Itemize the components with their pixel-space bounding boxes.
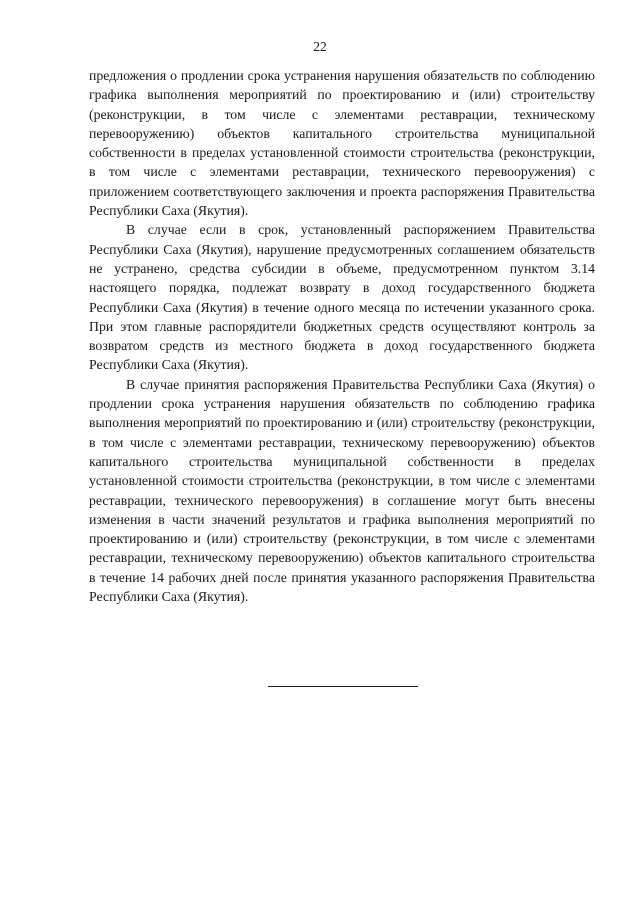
end-of-text-divider — [268, 686, 418, 687]
paragraph-continued: предложения о продлении срока устранения нарушения обязательств по соблюдению графика выполнения мероприятий по проектированию и (или) строительству (реконструкции, в том числе с элементами реставрации, техническому перевооружению) объектов капитального строительства муниципальной собственности в пределах установленной стоимости строительства (реконструкции, в том числе с элементами реставрации, технического перевооружения) с приложением соответствующего заключения и проекта распоряжения Правительства Республики Саха (Якутия). — [89, 68, 595, 219]
paragraph-agreement-amendment: В случае принятия распоряжения Правительства Республики Саха (Якутия) о продлении срока устранения нарушения обязательств по соблюдению графика выполнения мероприятий по проектированию и (или) строительству (реконструкции, в том числе с элементами реставрации, техническому перевооружению) объектов капитального строительства муниципальной собственности в пределах установленной стоимости строительства (реконструкции, в том числе с элементами реставрации, технического перевооружения) в соглашение могут быть внесены изменения в части значений результатов и графика выполнения мероприятий по проектированию и (или) строительству (реконструкции, в том числе с элементами реставрации, техническому перевооружению) объектов капитального строительства в течение 14 рабочих дней после принятия указанного распоряжения Правительства Республики Саха (Якутия). — [89, 376, 595, 605]
page-number: 22 — [313, 39, 327, 54]
paragraph-subsidy-return: В случае если в срок, установленный распоряжением Правительства Республики Саха (Якутия), нарушение предусмотренных соглашением обязательств не устранено, средства субсидии в объеме, предусмотренном пунктом 3.14 настоящего порядка, подлежат возврату в доход государственного бюджета Республики Саха (Якутия) в течение одного месяца по истечении указанного срока. При этом главные распорядители бюджетных средств осуществляют контроль за возвратом средств из местного бюджета в доход государственного бюджета Республики Саха (Якутия). — [89, 222, 595, 373]
document-body — [89, 66, 595, 606]
